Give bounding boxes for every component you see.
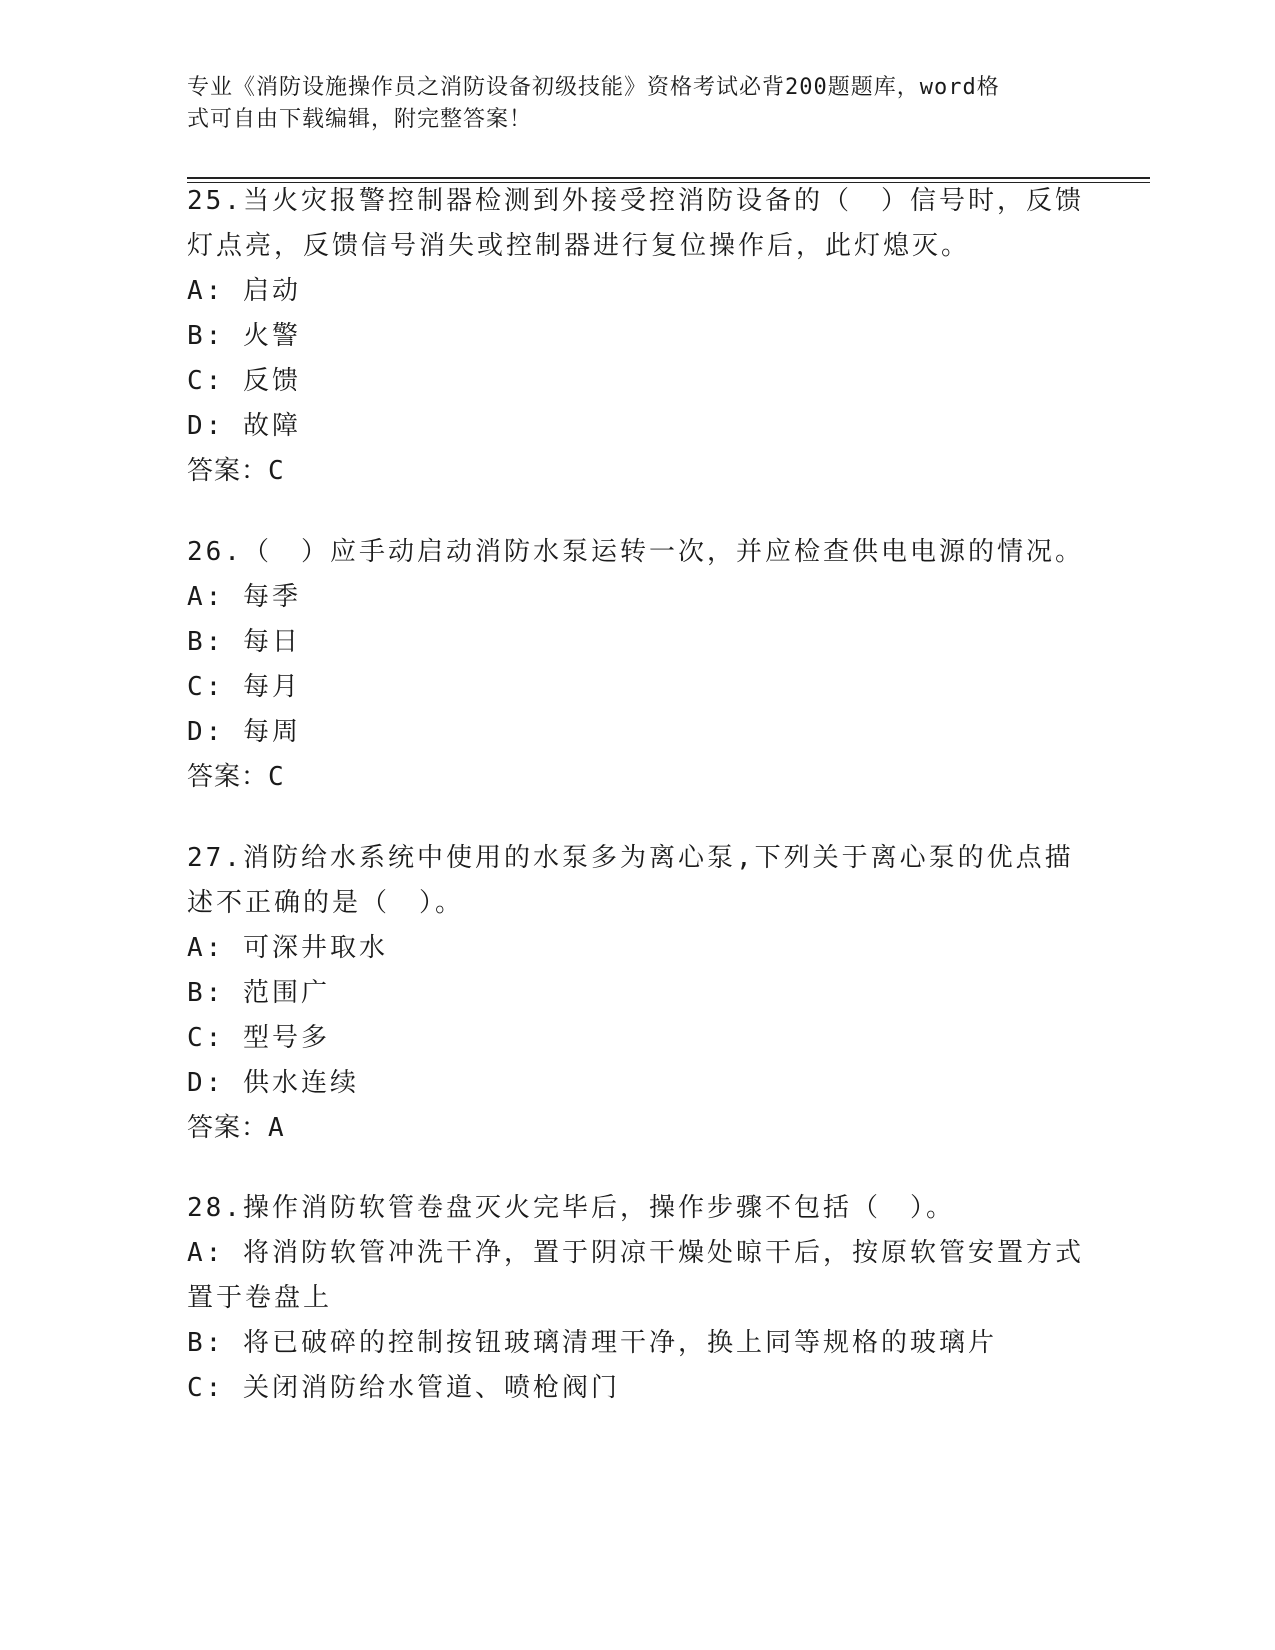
option-a: A: 启动 <box>187 276 301 306</box>
answer-value: C <box>268 456 285 486</box>
answer-value: C <box>268 762 285 792</box>
header-line-2: 式可自由下载编辑，附完整答案！ <box>187 107 533 132</box>
option-b: B: 火警 <box>187 321 301 351</box>
question-stem-line: 27.消防给水系统中使用的水泵多为离心泵,下列关于离心泵的优点描 <box>187 843 1074 873</box>
option-b: B: 每日 <box>187 627 301 657</box>
option-a-continued: 置于卷盘上 <box>187 1283 333 1313</box>
option-c: C: 每月 <box>187 672 301 702</box>
question-26 <box>187 530 1084 800</box>
answer-value: A <box>268 1113 285 1143</box>
option-b: B: 将已破碎的控制按钮玻璃清理干净，换上同等规格的玻璃片 <box>187 1328 997 1358</box>
option-c: C: 型号多 <box>187 1023 330 1053</box>
answer-line <box>187 1106 1067 1151</box>
question-stem-line: 述不正确的是（ ）。 <box>187 888 465 918</box>
option-a: A: 将消防软管冲洗干净，置于阴凉干燥处晾干后，按原软管安置方式 <box>187 1238 1084 1268</box>
option-b: B: 范围广 <box>187 978 330 1008</box>
option-a: A: 可深井取水 <box>187 933 388 963</box>
option-a: A: 每季 <box>187 582 301 612</box>
option-c: C: 反馈 <box>187 366 301 396</box>
question-stem-line: 灯点亮，反馈信号消失或控制器进行复位操作后，此灯熄灭。 <box>187 231 971 261</box>
question-28 <box>187 1186 1084 1411</box>
question-stem-line: 28.操作消防软管卷盘灭火完毕后，操作步骤不包括（ ）。 <box>187 1193 955 1223</box>
answer-label: 答案： <box>187 456 269 486</box>
option-d: D: 故障 <box>187 411 301 441</box>
option-d: D: 每周 <box>187 717 301 747</box>
answer-line <box>187 449 1067 494</box>
header-line-1: 专业《消防设施操作员之消防设备初级技能》资格考试必背200题题库，word格 <box>187 75 1000 100</box>
question-stem-line: 26.（ ）应手动启动消防水泵运转一次，并应检查供电电源的情况。 <box>187 537 1084 567</box>
question-stem-line: 25.当火灾报警控制器检测到外接受控消防设备的（ ）信号时，反馈 <box>187 186 1084 216</box>
answer-line <box>187 755 1067 800</box>
answer-label: 答案： <box>187 1113 269 1143</box>
question-25 <box>187 179 1084 494</box>
question-27 <box>187 836 1074 1151</box>
option-c: C: 关闭消防给水管道、喷枪阀门 <box>187 1373 620 1403</box>
document-header <box>187 72 1067 136</box>
answer-label: 答案： <box>187 762 269 792</box>
option-d: D: 供水连续 <box>187 1068 359 1098</box>
